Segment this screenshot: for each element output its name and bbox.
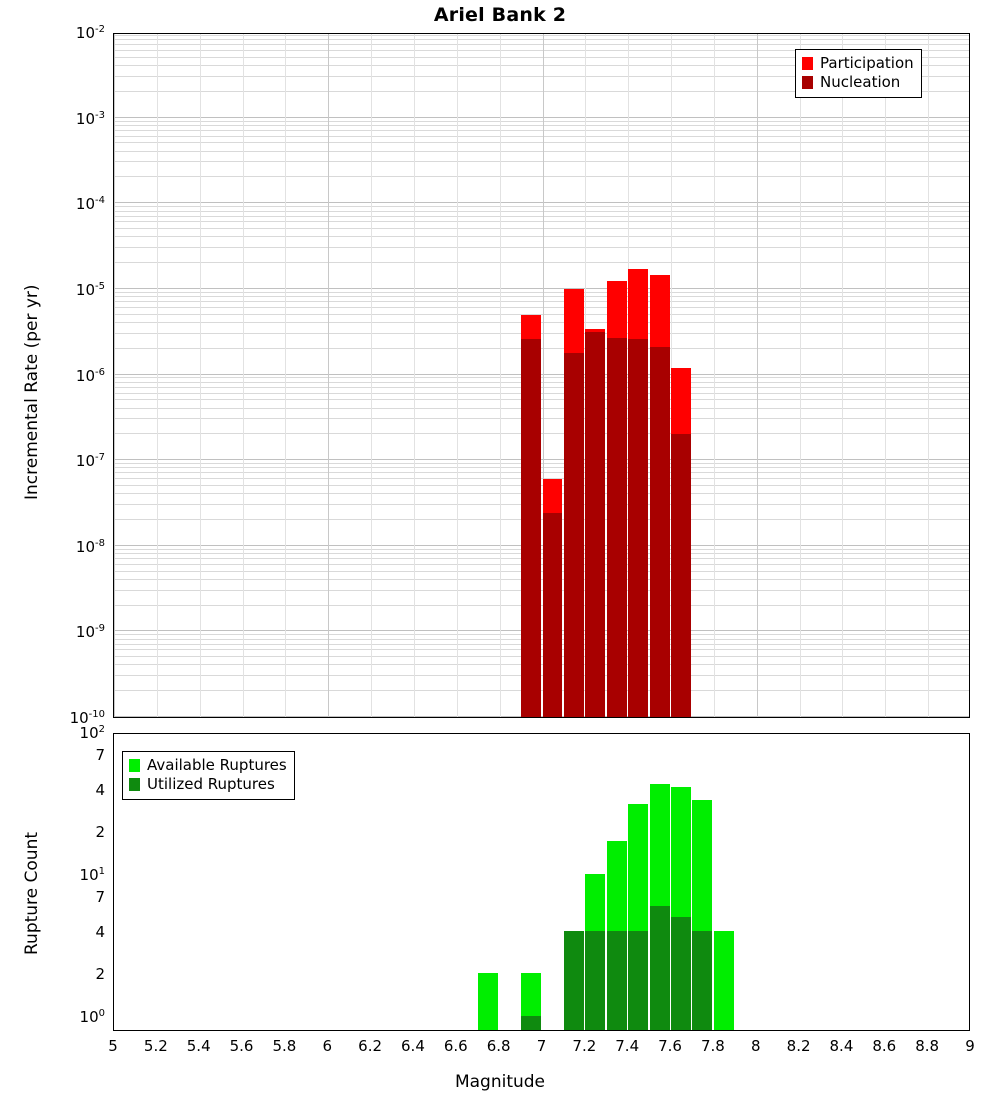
x-tick-label: 7.4 — [615, 1037, 640, 1055]
x-tick-label: 5.8 — [272, 1037, 297, 1055]
x-tick-label: 6.6 — [443, 1037, 468, 1055]
y-tick-label: 2 — [95, 823, 105, 842]
x-tick-label: 6 — [322, 1037, 333, 1055]
y-tick-label: $10^{-9}$ — [75, 623, 105, 642]
x-tick-label: 7 — [536, 1037, 547, 1055]
bottom-y-axis-title: Rupture Count — [22, 831, 42, 955]
legend-swatch-participation — [802, 57, 813, 70]
y-tick-label: $10^1$ — [79, 866, 105, 885]
y-tick-label: $10^{-3}$ — [75, 109, 105, 128]
legend-label-participation: Participation — [820, 54, 914, 72]
y-tick-label: $10^{-5}$ — [75, 280, 105, 299]
y-tick-label: 7 — [95, 746, 105, 764]
x-tick-label: 6.8 — [486, 1037, 511, 1055]
bar-utilized-ruptures — [671, 917, 691, 1030]
top-y-axis-title: Incremental Rate (per yr) — [22, 284, 42, 500]
x-axis-title: Magnitude — [454, 1072, 546, 1092]
legend-label-nucleation: Nucleation — [820, 73, 901, 91]
bar-utilized-ruptures — [564, 931, 584, 1030]
legend-label-utilized-ruptures: Utilized Ruptures — [147, 775, 275, 793]
y-tick-label: 2 — [95, 965, 105, 984]
top-bars — [114, 34, 969, 717]
x-tick-label: 7.6 — [658, 1037, 682, 1055]
x-tick-label: 7.2 — [572, 1037, 597, 1055]
x-tick-label: 8.8 — [915, 1037, 940, 1055]
x-tick-label: 8 — [750, 1037, 761, 1055]
top-chart-panel — [113, 33, 970, 718]
bar-nucleation — [564, 353, 584, 717]
x-tick-label: 6.4 — [401, 1037, 425, 1055]
y-tick-label: 7 — [95, 888, 105, 907]
top-legend — [795, 49, 922, 98]
x-tick-label: 6.2 — [358, 1037, 383, 1055]
y-tick-label: $10^2$ — [79, 724, 105, 742]
x-tick-label: 5.4 — [186, 1037, 211, 1055]
legend-item-participation — [802, 54, 914, 73]
x-tick-label: 8.2 — [786, 1037, 811, 1055]
y-tick-label: $10^{-10}$ — [69, 709, 105, 727]
bar-nucleation — [521, 339, 541, 717]
bar-utilized-ruptures — [628, 931, 648, 1030]
bar-utilized-ruptures — [607, 931, 627, 1030]
bar-utilized-ruptures — [692, 931, 712, 1030]
x-tick-label: 7.8 — [700, 1037, 725, 1055]
legend-item-available-ruptures — [129, 756, 287, 775]
bar-nucleation — [671, 434, 691, 717]
y-tick-label: $10^{-8}$ — [75, 537, 105, 556]
bar-nucleation — [650, 347, 670, 717]
legend-swatch-utilized-ruptures — [129, 778, 140, 791]
bar-utilized-ruptures — [521, 1016, 541, 1030]
y-tick-label: $10^{-7}$ — [75, 452, 105, 471]
x-tick-label: 5 — [108, 1037, 118, 1055]
x-tick-label: 8.4 — [829, 1037, 854, 1055]
bar-nucleation — [585, 332, 605, 717]
bottom-legend — [122, 751, 295, 800]
legend-swatch-available-ruptures — [129, 759, 140, 772]
x-tick-label: 5.6 — [229, 1037, 254, 1055]
page-title: Ariel Bank 2 — [433, 4, 567, 26]
y-tick-label: $10^{-6}$ — [75, 366, 105, 385]
legend-label-available-ruptures: Available Ruptures — [147, 756, 287, 774]
legend-item-nucleation — [802, 73, 914, 92]
bar-nucleation — [607, 338, 627, 717]
legend-item-utilized-ruptures — [129, 775, 287, 794]
y-tick-label: 4 — [95, 780, 105, 799]
bar-available-ruptures — [478, 973, 498, 1030]
x-tick-label: 5.2 — [143, 1037, 168, 1055]
legend-swatch-nucleation — [802, 76, 813, 89]
y-tick-label: $10^{-2}$ — [75, 24, 105, 42]
y-tick-label: $10^0$ — [79, 1008, 105, 1027]
x-tick-label: 8.6 — [872, 1037, 897, 1055]
bar-utilized-ruptures — [650, 906, 670, 1030]
bar-nucleation — [543, 513, 563, 717]
bar-utilized-ruptures — [585, 931, 605, 1030]
y-tick-label: 4 — [95, 922, 105, 941]
x-tick-label: 9 — [965, 1037, 975, 1055]
bar-available-ruptures — [714, 931, 734, 1030]
bar-nucleation — [628, 339, 648, 717]
y-tick-label: $10^{-4}$ — [75, 195, 105, 214]
